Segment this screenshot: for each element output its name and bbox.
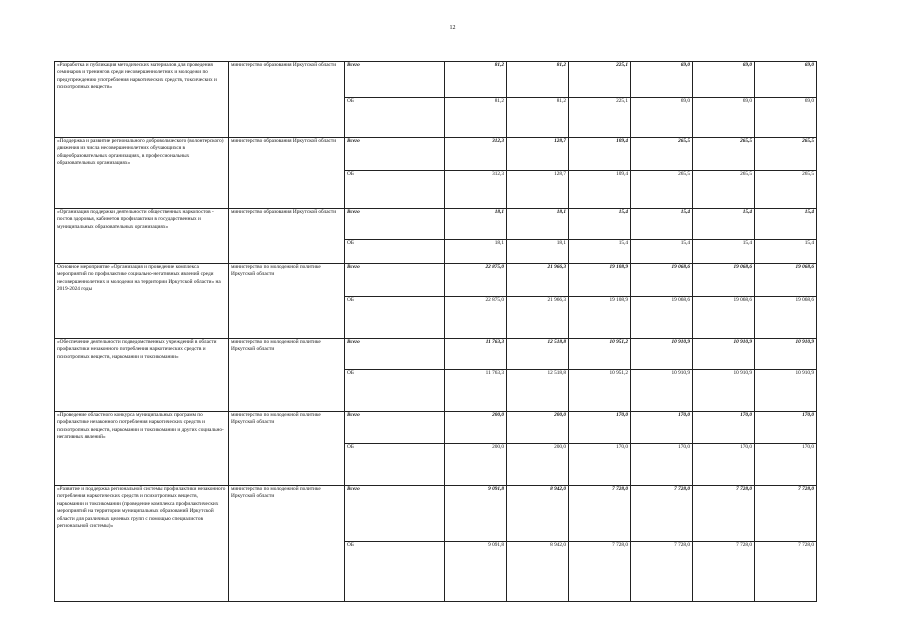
funding-source-ob: ОБ bbox=[345, 444, 445, 486]
table-row bbox=[55, 62, 817, 98]
funding-source-ob: ОБ bbox=[345, 370, 445, 412]
total-amount: 15,4 bbox=[569, 209, 631, 240]
activity-name: «Организация поддержки деятельности общественных наркопостов - постов здоровья, кабинетов профилактики в государственных и муниципальных образовательных организациях» bbox=[55, 209, 229, 264]
executor: министерство по молодежной политике Иркутской области bbox=[229, 486, 345, 602]
total-amount: 21 966,3 bbox=[507, 264, 569, 297]
funding-source-total: Всего bbox=[345, 62, 445, 98]
total-amount: 18,1 bbox=[507, 209, 569, 240]
ob-amount: 11 763,3 bbox=[445, 370, 507, 412]
total-amount: 19 068,6 bbox=[693, 264, 755, 297]
total-amount: 170,0 bbox=[631, 412, 693, 444]
ob-amount: 81,2 bbox=[507, 98, 569, 138]
ob-amount: 7 728,0 bbox=[569, 542, 631, 602]
ob-amount: 15,4 bbox=[631, 240, 693, 264]
ob-amount: 19 068,6 bbox=[693, 297, 755, 339]
ob-amount: 170,0 bbox=[631, 444, 693, 486]
ob-amount: 225,1 bbox=[569, 98, 631, 138]
ob-amount: 128,7 bbox=[507, 171, 569, 209]
total-amount: 19 108,9 bbox=[569, 264, 631, 297]
funding-source-total: Всего bbox=[345, 138, 445, 171]
total-amount: 15,4 bbox=[755, 209, 817, 240]
funding-source-ob: ОБ bbox=[345, 98, 445, 138]
ob-amount: 7 728,0 bbox=[693, 542, 755, 602]
ob-amount: 170,0 bbox=[755, 444, 817, 486]
funding-source-total: Всего bbox=[345, 412, 445, 444]
executor: министерство образования Иркутской области bbox=[229, 62, 345, 138]
ob-amount: 15,4 bbox=[693, 240, 755, 264]
total-amount: 81,2 bbox=[445, 62, 507, 98]
activity-name: «Обеспечение деятельности подведомственных учреждений в области профилактики незаконного потребления наркотических средств и психотропных веществ, наркомании и токсикомании» bbox=[55, 339, 229, 412]
total-amount: 109,4 bbox=[569, 138, 631, 171]
ob-amount: 19 068,6 bbox=[631, 297, 693, 339]
ob-amount: 109,4 bbox=[569, 171, 631, 209]
total-amount: 265,5 bbox=[631, 138, 693, 171]
ob-amount: 312,3 bbox=[445, 171, 507, 209]
ob-amount: 170,0 bbox=[693, 444, 755, 486]
total-amount: 265,5 bbox=[693, 138, 755, 171]
ob-amount: 10 910,9 bbox=[755, 370, 817, 412]
executor: министерство по молодежной политике Иркутской области bbox=[229, 412, 345, 486]
total-amount: 10 910,9 bbox=[693, 339, 755, 370]
total-amount: 7 728,0 bbox=[569, 486, 631, 542]
ob-amount: 265,5 bbox=[755, 171, 817, 209]
funding-source-ob: ОБ bbox=[345, 240, 445, 264]
ob-amount: 22 875,0 bbox=[445, 297, 507, 339]
ob-amount: 170,0 bbox=[569, 444, 631, 486]
budget-table-body bbox=[55, 62, 817, 602]
total-amount: 170,0 bbox=[569, 412, 631, 444]
ob-amount: 200,0 bbox=[507, 444, 569, 486]
table-row bbox=[55, 486, 817, 542]
ob-amount: 200,0 bbox=[445, 444, 507, 486]
ob-amount: 19 068,6 bbox=[755, 297, 817, 339]
total-amount: 170,0 bbox=[755, 412, 817, 444]
funding-source-ob: ОБ bbox=[345, 171, 445, 209]
total-amount: 128,7 bbox=[507, 138, 569, 171]
total-amount: 170,0 bbox=[693, 412, 755, 444]
table-row bbox=[55, 264, 817, 297]
activity-name: «Поддержка и развитие регионального добровольческого (волонтерского) движения из числа несовершеннолетних обучающихся в общеобразовательных организациях, в профессиональных образовательных организациях» bbox=[55, 138, 229, 209]
funding-source-total: Всего bbox=[345, 209, 445, 240]
total-amount: 15,4 bbox=[693, 209, 755, 240]
total-amount: 10 951,2 bbox=[569, 339, 631, 370]
funding-source-total: Всего bbox=[345, 339, 445, 370]
table-row bbox=[55, 138, 817, 171]
total-amount: 11 763,3 bbox=[445, 339, 507, 370]
funding-source-total: Всего bbox=[345, 486, 445, 542]
ob-amount: 12 518,8 bbox=[507, 370, 569, 412]
ob-amount: 7 728,0 bbox=[755, 542, 817, 602]
total-amount: 15,4 bbox=[631, 209, 693, 240]
ob-amount: 7 728,0 bbox=[631, 542, 693, 602]
ob-amount: 69,0 bbox=[693, 98, 755, 138]
ob-amount: 10 910,9 bbox=[693, 370, 755, 412]
activity-name: «Развитие и поддержка региональной системы профилактики незаконного потребления наркотических средств и психотропных веществ, наркомании и токсикомании (проведение комплекса профилактических мероприятий на территории муниципальных образований Иркутской области для различных целевых групп с помощью специалистов региональной системы)» bbox=[55, 486, 229, 602]
funding-source-total: Всего bbox=[345, 264, 445, 297]
total-amount: 200,0 bbox=[507, 412, 569, 444]
table-row bbox=[55, 339, 817, 370]
ob-amount: 81,2 bbox=[445, 98, 507, 138]
total-amount: 225,1 bbox=[569, 62, 631, 98]
ob-amount: 8 942,0 bbox=[507, 542, 569, 602]
ob-amount: 9 091,8 bbox=[445, 542, 507, 602]
total-amount: 312,3 bbox=[445, 138, 507, 171]
total-amount: 69,0 bbox=[693, 62, 755, 98]
ob-amount: 10 910,9 bbox=[631, 370, 693, 412]
executor: министерство образования Иркутской области bbox=[229, 138, 345, 209]
ob-amount: 265,5 bbox=[631, 171, 693, 209]
ob-amount: 15,4 bbox=[569, 240, 631, 264]
ob-amount: 265,5 bbox=[693, 171, 755, 209]
total-amount: 19 068,6 bbox=[631, 264, 693, 297]
funding-source-ob: ОБ bbox=[345, 297, 445, 339]
activity-name: «Разработка и публикация методических материалов для проведения семинаров и тренингов среди несовершеннолетних и молодежи по предупреждению употребления наркотических средств, токсических и психотропных веществ» bbox=[55, 62, 229, 138]
total-amount: 22 875,0 bbox=[445, 264, 507, 297]
ob-amount: 21 966,3 bbox=[507, 297, 569, 339]
funding-source-ob: ОБ bbox=[345, 542, 445, 602]
activity-name: Основное мероприятие «Организация и проведение комплекса мероприятий по профилактике социально-негативных явлений среди несовершеннолетних и молодежи на территории Иркутской области» на 2019-2024 годы bbox=[55, 264, 229, 339]
ob-amount: 69,0 bbox=[755, 98, 817, 138]
ob-amount: 18,1 bbox=[507, 240, 569, 264]
total-amount: 7 728,0 bbox=[693, 486, 755, 542]
ob-amount: 15,4 bbox=[755, 240, 817, 264]
total-amount: 7 728,0 bbox=[631, 486, 693, 542]
table-row bbox=[55, 412, 817, 444]
total-amount: 19 068,6 bbox=[755, 264, 817, 297]
total-amount: 69,0 bbox=[631, 62, 693, 98]
ob-amount: 18,1 bbox=[445, 240, 507, 264]
activity-name: «Проведение областного конкурса муниципальных программ по профилактике незаконного потребления наркотических средств и психотропных веществ, наркомании и токсикомании и других социально-негативных явлений» bbox=[55, 412, 229, 486]
table-row bbox=[55, 209, 817, 240]
total-amount: 10 910,9 bbox=[755, 339, 817, 370]
total-amount: 81,2 bbox=[507, 62, 569, 98]
ob-amount: 69,0 bbox=[631, 98, 693, 138]
page-number: 12 bbox=[449, 25, 456, 31]
total-amount: 7 728,0 bbox=[755, 486, 817, 542]
total-amount: 9 091,8 bbox=[445, 486, 507, 542]
budget-table bbox=[54, 61, 817, 602]
total-amount: 69,0 bbox=[755, 62, 817, 98]
executor: министерство образования Иркутской области bbox=[229, 209, 345, 264]
ob-amount: 10 951,2 bbox=[569, 370, 631, 412]
executor: министерство по молодежной политике Иркутской области bbox=[229, 339, 345, 412]
total-amount: 265,5 bbox=[755, 138, 817, 171]
ob-amount: 19 108,9 bbox=[569, 297, 631, 339]
total-amount: 8 942,0 bbox=[507, 486, 569, 542]
total-amount: 12 518,8 bbox=[507, 339, 569, 370]
total-amount: 10 910,9 bbox=[631, 339, 693, 370]
total-amount: 200,0 bbox=[445, 412, 507, 444]
total-amount: 18,1 bbox=[445, 209, 507, 240]
executor: министерство по молодежной политике Иркутской области bbox=[229, 264, 345, 339]
